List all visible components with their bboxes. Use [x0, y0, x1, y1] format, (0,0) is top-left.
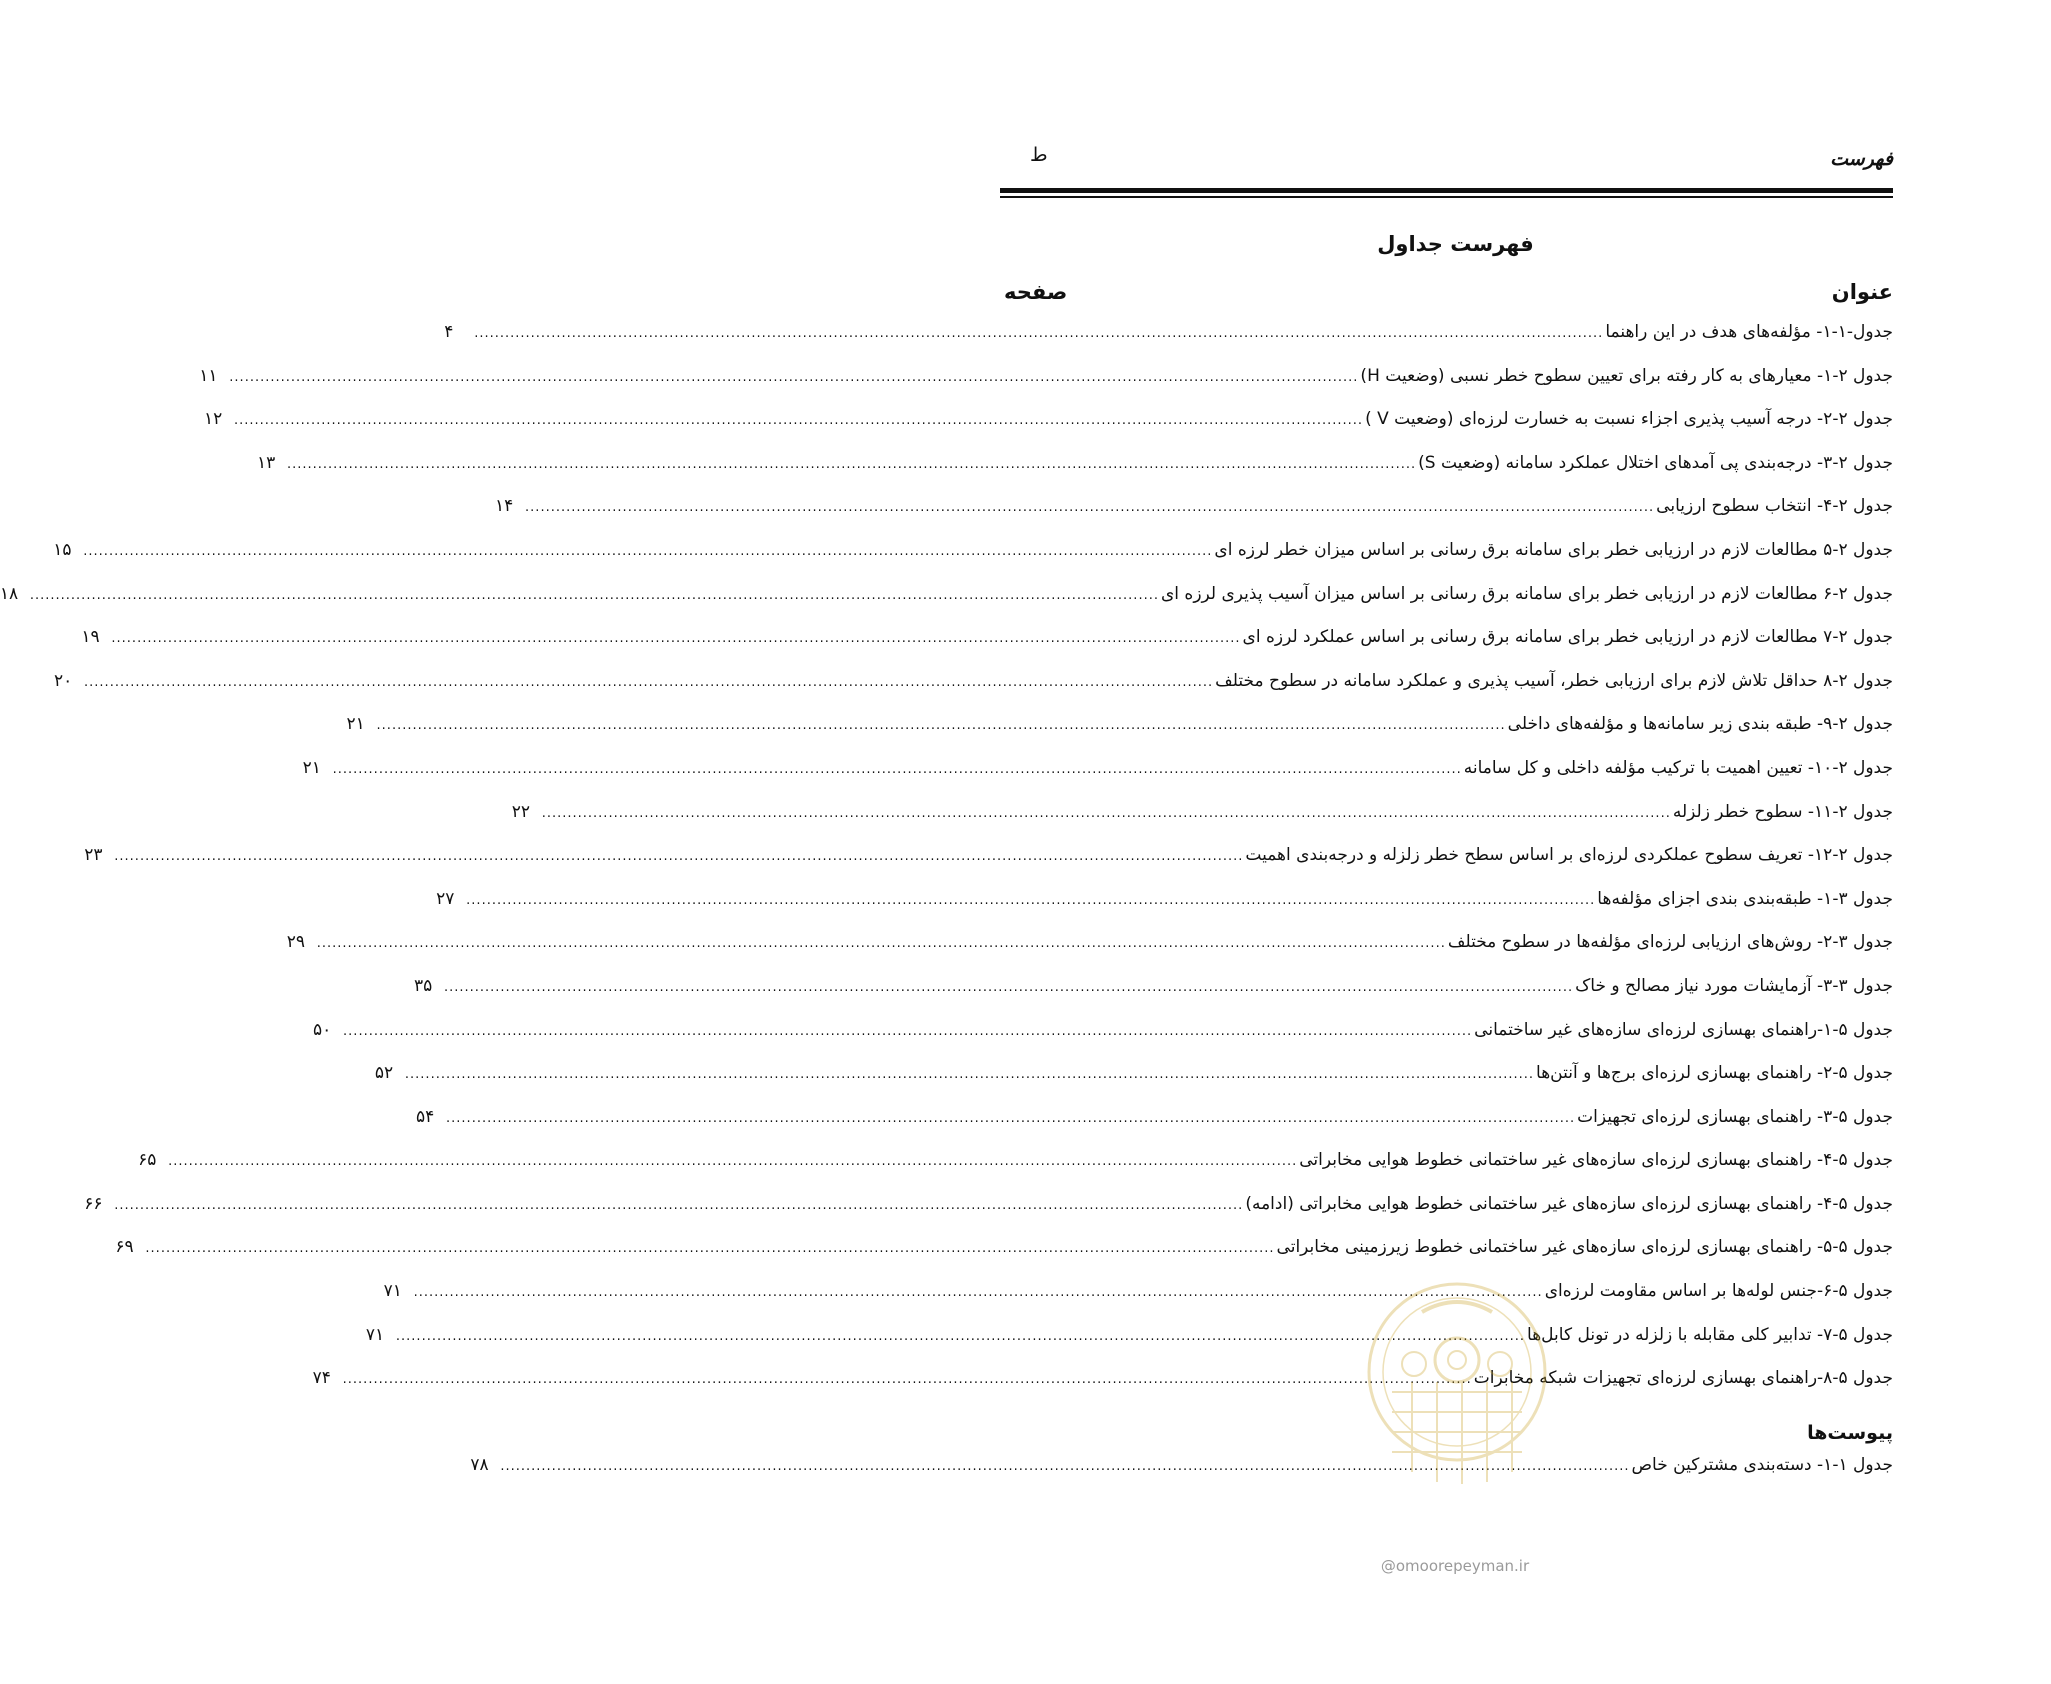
toc-entry: [203, 409, 1893, 453]
watermark-site-text: omoorepeyman.ir: [1395, 1557, 1530, 1575]
toc-entry-page: ۷۸: [470, 1455, 489, 1476]
toc-leader-dots: ............................................................................................................................................................................................................................: [500, 1459, 1630, 1475]
page-number-letter: ط: [1030, 144, 1048, 166]
toc-entry: [313, 1019, 1893, 1064]
toc-entry: [81, 627, 1893, 671]
toc-entry: [286, 932, 1893, 976]
toc-entry-page: ۱۳: [256, 452, 276, 473]
toc-entry-page: ۶۹: [115, 1237, 134, 1258]
header-rule-thick: [1000, 188, 1893, 193]
toc-entry-label: جدول ۵-۵- راهنمای بهسازی لرزه‌ای سازه‌های غیر ساختمانی خطوط زیرزمینی مخابراتی: [1276, 1237, 1893, 1258]
toc-entry-page: ۲۱: [302, 757, 321, 778]
toc-entry-label: جدول ۲-۲- درجه آسیب پذیری اجزاء نسبت به خسارت لرزه‌ای (وضعیت V ): [1365, 409, 1893, 430]
toc-leader-dots: ............................................................................................................................................................................................................................: [376, 718, 1506, 734]
toc-entry-label: جدول ۲-۱۱- سطوح خطر زلزله: [1672, 801, 1893, 822]
list-title: فهرست جداول: [1377, 232, 1534, 256]
toc-entry-label: جدول ۲-۱- معیارهای به کار رفته برای تعیین سطوح خطر نسبی (وضعیت H): [1360, 365, 1893, 386]
toc-entry-page: ۲۷: [436, 888, 455, 909]
toc-entry-page: ۵۲: [374, 1063, 394, 1084]
toc-entry-page: ۷۴: [312, 1368, 331, 1389]
toc-entry: [444, 322, 1893, 366]
toc-entry-page: ۵۰: [313, 1019, 332, 1040]
toc-entry-page: ۴: [444, 322, 454, 342]
header-rule-thin: [1000, 196, 1893, 198]
toc-entry-page: ۱۸: [0, 583, 19, 604]
toc-entry-page: ۷۱: [365, 1324, 385, 1345]
toc-entry: [199, 365, 1893, 410]
toc-entry-page: ۷۱: [383, 1281, 402, 1302]
toc-entry-label: جدول ۲-۶ مطالعات لازم در ارزیابی خطر برای سامانه برق رسانی بر اساس میزان آسیب پذیری لرزه ای: [1160, 583, 1893, 604]
toc-entry: [84, 845, 1893, 889]
toc-leader-dots: ............................................................................................................................................................................................................................: [29, 587, 1159, 603]
toc-leader-dots: ............................................................................................................................................................................................................................: [443, 979, 1574, 995]
toc-entry: [374, 1063, 1893, 1107]
toc-leader-dots: ............................................................................................................................................................................................................................: [111, 631, 1241, 647]
toc-entry-label: جدول ۵-۱-راهنمای بهسازی لرزه‌ای سازه‌های غیر ساختمانی: [1474, 1019, 1893, 1040]
toc-entry-label: جدول ۲-۹- طبقه بندی زیر سامانه‌ها و مؤلفه‌های داخلی: [1507, 714, 1893, 735]
toc-leader-dots: ............................................................................................................................................................................................................................: [114, 1197, 1244, 1213]
toc-entry-label: جدول ۲-۵ مطالعات لازم در ارزیابی خطر برای سامانه برق رسانی بر اساس میزان خطر لرزه ای: [1214, 539, 1893, 560]
toc-entry: [346, 714, 1893, 758]
toc-entry: [302, 757, 1893, 802]
toc-entry: [0, 583, 1893, 628]
toc-entry-label: جدول ۲-۱۲- تعریف سطوح عملکردی لرزه‌ای بر اساس سطح خطر زلزله و درجه‌بندی اهمیت: [1245, 845, 1893, 866]
toc-leader-dots: ............................................................................................................................................................................................................................: [474, 326, 1604, 341]
toc-entry-label: جدول-۱-۱- مؤلفه‌های هدف در این راهنما: [1605, 322, 1893, 342]
toc-main-list: [0, 322, 1893, 1412]
toc-entry-label: جدول ۳-۱- طبقه‌بندی بندی اجزای مؤلفه‌ها: [1597, 888, 1893, 909]
toc-entry-label: جدول ۵-۸-راهنمای بهسازی لرزه‌ای تجهیزات شبکه مخابرات: [1473, 1368, 1893, 1389]
toc-entry-label: جدول ۲-۳- درجه‌بندی پی آمدهای اختلال عملکرد سامانه (وضعیت S): [1418, 452, 1893, 473]
toc-leader-dots: ............................................................................................................................................................................................................................: [332, 761, 1462, 777]
toc-entry-page: ۳۵: [413, 975, 433, 996]
toc-entry-label: جدول ۵-۳- راهنمای بهسازی لرزه‌ای تجهیزات: [1577, 1106, 1893, 1127]
toc-leader-dots: ............................................................................................................................................................................................................................: [168, 1154, 1298, 1170]
toc-entry-label: جدول ۲-۴- انتخاب سطوح ارزیابی: [1656, 496, 1893, 517]
toc-entry: [138, 1150, 1893, 1194]
toc-entry: [53, 539, 1893, 584]
toc-entry: [495, 496, 1893, 540]
toc-leader-dots: ............................................................................................................................................................................................................................: [343, 1023, 1473, 1039]
toc-entry: [54, 670, 1893, 715]
watermark-website: [1330, 1557, 1580, 1575]
toc-entry-label: جدول ۵-۶-جنس لوله‌ها بر اساس مقاومت لرزه‌ای: [1544, 1281, 1893, 1302]
toc-entry-label: جدول ۲-۷ مطالعات لازم در ارزیابی خطر برای سامانه برق رسانی بر اساس عملکرد لرزه ای: [1242, 627, 1893, 648]
toc-entry-page: ۶۵: [138, 1150, 157, 1171]
toc-leader-dots: ............................................................................................................................................................................................................................: [114, 849, 1244, 865]
toc-leader-dots: ............................................................................................................................................................................................................................: [446, 1110, 1576, 1126]
toc-entry-page: ۲۰: [54, 670, 73, 691]
toc-entry: [436, 888, 1893, 933]
toc-leader-dots: ............................................................................................................................................................................................................................: [84, 674, 1214, 690]
toc-entry: [511, 801, 1893, 846]
toc-leader-dots: ............................................................................................................................................................................................................................: [233, 413, 1364, 429]
toc-entry-label: جدول ۵-۲- راهنمای بهسازی لرزه‌ای برج‌ها و آنتن‌ها: [1536, 1063, 1893, 1084]
toc-entry-page: ۵۴: [416, 1106, 435, 1127]
toc-leader-dots: ............................................................................................................................................................................................................................: [395, 1328, 1526, 1344]
toc-leader-dots: ............................................................................................................................................................................................................................: [466, 892, 1596, 908]
toc-leader-dots: ............................................................................................................................................................................................................................: [229, 369, 1359, 385]
toc-entry-label: جدول ۳-۲- روش‌های ارزیابی لرزه‌ای مؤلفه‌ها در سطوح مختلف: [1447, 932, 1893, 953]
toc-leader-dots: ............................................................................................................................................................................................................................: [541, 805, 1671, 821]
watermark-at-icon: @: [1380, 1557, 1396, 1575]
running-header-title: فهرست: [1830, 148, 1893, 170]
toc-entry: [413, 975, 1893, 1020]
toc-entry-page: ۱۲: [203, 409, 223, 430]
column-header-page: صفحه: [1004, 280, 1068, 304]
appendix-heading: پیوست‌ها: [1807, 1421, 1893, 1444]
publisher-seal-watermark: [1352, 1272, 1562, 1507]
toc-entry-label: جدول ۲-۸ حداقل تلاش لازم برای ارزیابی خطر، آسیب پذیری و عملکرد سامانه در سطوح مختلف: [1215, 670, 1893, 691]
toc-entry: [84, 1193, 1893, 1238]
toc-entry-label: جدول ۵-۴- راهنمای بهسازی لرزه‌ای سازه‌های غیر ساختمانی خطوط هوایی مخابراتی (ادامه): [1245, 1193, 1893, 1214]
toc-leader-dots: ............................................................................................................................................................................................................................: [316, 936, 1446, 952]
toc-entry-label: جدول ۱-۱- دسته‌بندی مشترکین خاص: [1631, 1455, 1893, 1476]
toc-leader-dots: ............................................................................................................................................................................................................................: [413, 1285, 1543, 1301]
toc-entry-label: جدول ۵-۴- راهنمای بهسازی لرزه‌ای سازه‌های غیر ساختمانی خطوط هوایی مخابراتی: [1299, 1150, 1893, 1171]
toc-leader-dots: ............................................................................................................................................................................................................................: [145, 1241, 1275, 1257]
toc-entry-label: جدول ۵-۷- تدابیر کلی مقابله با زلزله در تونل کابل‌ها: [1527, 1324, 1893, 1345]
column-header-title: عنوان: [1831, 280, 1893, 304]
column-headers: [1000, 280, 1893, 312]
toc-leader-dots: ............................................................................................................................................................................................................................: [342, 1372, 1472, 1388]
toc-entry-page: ۱۵: [53, 539, 72, 560]
page-header: [1000, 140, 1893, 188]
toc-entry-page: ۱۱: [199, 365, 218, 386]
toc-entry-page: ۲۳: [84, 845, 103, 866]
toc-leader-dots: ............................................................................................................................................................................................................................: [525, 500, 1655, 516]
toc-entry-page: ۱۹: [81, 627, 100, 648]
toc-entry-page: ۱۴: [495, 496, 514, 517]
toc-entry: [416, 1106, 1893, 1151]
toc-leader-dots: ............................................................................................................................................................................................................................: [286, 456, 1417, 472]
toc-entry-label: جدول ۲-۱۰- تعیین اهمیت با ترکیب مؤلفه داخلی و کل سامانه: [1463, 757, 1893, 778]
toc-entry: [256, 452, 1893, 497]
toc-leader-dots: ............................................................................................................................................................................................................................: [404, 1067, 1535, 1083]
toc-leader-dots: ............................................................................................................................................................................................................................: [83, 543, 1213, 559]
toc-entry-page: ۲۹: [286, 932, 305, 953]
toc-entry-page: ۲۲: [511, 801, 530, 822]
toc-entry-page: ۲۱: [346, 714, 365, 735]
toc-entry-page: ۶۶: [84, 1193, 103, 1214]
toc-entry-label: جدول ۳-۳- آزمایشات مورد نیاز مصالح و خاک: [1575, 975, 1893, 996]
